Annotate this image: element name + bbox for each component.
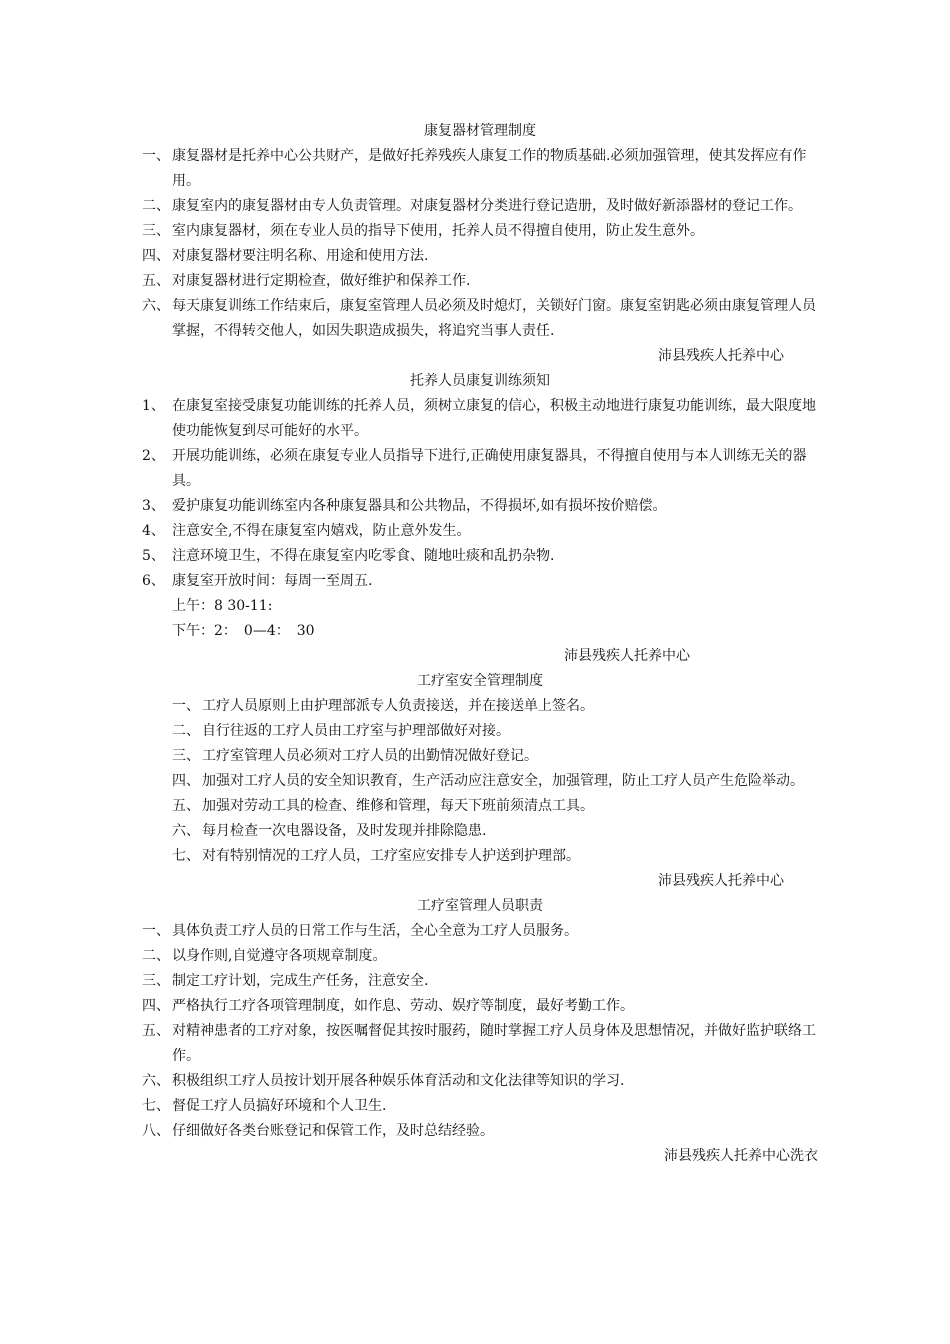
list-item: [142, 1094, 818, 1119]
item-number: 4、: [142, 523, 165, 539]
item-text: 工疗人员原则上由护理部派专人负责接送，并在接送单上签名。: [202, 698, 594, 714]
item-number: 五、: [142, 273, 170, 289]
list-item: [172, 769, 818, 794]
list-item: [142, 519, 818, 544]
signature: 沛县残疾人托养中心: [658, 873, 784, 889]
item-text: 对康复器材进行定期检查，做好维护和保养工作.: [172, 273, 471, 289]
list-item: [142, 219, 818, 244]
item-text: 积极组织工疗人员按计划开展各种娱乐体育活动和文化法律等知识的学习.: [172, 1073, 625, 1089]
list-item: [172, 719, 818, 744]
list-item: [142, 969, 818, 994]
section-title: 托养人员康复训练须知: [410, 373, 550, 389]
item-number: 一、: [142, 148, 170, 164]
document-content: [142, 119, 818, 1169]
item-text: 每天康复训练工作结束后，康复室管理人员必须及时熄灯，关锁好门窗。康复室钥匙必须由康复管理人员掌握，不得转交他人，如因失职造成损失，将追究当事人责任.: [172, 298, 816, 339]
item-text: 爱护康复功能训练室内各种康复器具和公共物品，不得损坏,如有损坏按价赔偿。: [172, 498, 667, 514]
item-text: 注意安全,不得在康复室内嬉戏，防止意外发生。: [172, 523, 471, 539]
list-item: [172, 744, 818, 769]
list-item: [142, 494, 818, 519]
list-item: [142, 1019, 818, 1069]
item-number: 六、: [142, 1073, 170, 1089]
item-number: 六、: [142, 298, 170, 314]
list-item: [172, 794, 818, 819]
item-text: 自行往返的工疗人员由工疗室与护理部做好对接。: [202, 723, 510, 739]
item-text: 康复器材是托养中心公共财产，是做好托养残疾人康复工作的物质基础.必须加强管理，使其发挥应有作用。: [172, 148, 807, 189]
item-text: 开展功能训练，必须在康复专业人员指导下进行,正确使用康复器具，不得擅自使用与本人训练无关的器具。: [172, 448, 807, 489]
list-item: [142, 919, 818, 944]
signature: 沛县残疾人托养中心洗衣: [664, 1148, 818, 1164]
item-number: 一、: [142, 923, 170, 939]
hours-morning: 上午：8 30-11:: [172, 598, 273, 614]
item-text: 加强对工疗人员的安全知识教育，生产活动应注意安全，加强管理，防止工疗人员产生危险举动。: [202, 773, 804, 789]
list-item: [142, 1119, 818, 1144]
list-item: [142, 444, 818, 494]
item-number: 五、: [172, 798, 200, 814]
item-number: 七、: [172, 848, 200, 864]
list-item: [142, 144, 818, 194]
section-title: 工疗室安全管理制度: [417, 673, 543, 689]
item-number: 三、: [172, 748, 200, 764]
list-item: [142, 944, 818, 969]
item-text: 室内康复器材，须在专业人员的指导下使用，托养人员不得擅自使用，防止发生意外。: [172, 223, 704, 239]
item-text: 每月检查一次电器设备，及时发现并排除隐患.: [202, 823, 487, 839]
item-number: 七、: [142, 1098, 170, 1114]
signature: 沛县残疾人托养中心: [658, 348, 784, 364]
item-number: 八、: [142, 1123, 170, 1139]
item-number: 二、: [142, 198, 170, 214]
item-number: 四、: [172, 773, 200, 789]
item-number: 四、: [142, 248, 170, 264]
item-number: 5、: [142, 548, 165, 564]
item-number: 三、: [142, 973, 170, 989]
item-text: 督促工疗人员搞好环境和个人卫生.: [172, 1098, 387, 1114]
section-title: 康复器材管理制度: [424, 123, 536, 139]
hours-afternoon: 下午：2： 0—4： 30: [172, 623, 315, 639]
item-number: 6、: [142, 573, 165, 589]
item-number: 2、: [142, 448, 165, 464]
list-item: [142, 544, 818, 569]
item-text: 康复室开放时间：每周一至周五.: [172, 573, 373, 589]
list-item: [142, 994, 818, 1019]
list-item: [142, 1069, 818, 1094]
item-number: 一、: [172, 698, 200, 714]
item-text: 加强对劳动工具的检查、维修和管理，每天下班前须清点工具。: [202, 798, 594, 814]
list-item: [142, 394, 818, 444]
item-number: 四、: [142, 998, 170, 1014]
item-text: 注意环境卫生，不得在康复室内吃零食、随地吐痰和乱扔杂物.: [172, 548, 555, 564]
item-number: 五、: [142, 1023, 170, 1039]
signature: 沛县残疾人托养中心: [564, 648, 690, 664]
item-text: 工疗室管理人员必须对工疗人员的出勤情况做好登记。: [202, 748, 538, 764]
item-number: 二、: [142, 948, 170, 964]
section-title: 工疗室管理人员职责: [417, 898, 543, 914]
list-item: [142, 244, 818, 269]
item-text: 康复室内的康复器材由专人负责管理。对康复器材分类进行登记造册，及时做好新添器材的登记工作。: [172, 198, 802, 214]
list-item: [172, 694, 818, 719]
item-text: 仔细做好各类台账登记和保管工作，及时总结经验。: [172, 1123, 494, 1139]
item-text: 对康复器材要注明名称、用途和使用方法.: [172, 248, 429, 264]
item-text: 制定工疗计划，完成生产任务，注意安全.: [172, 973, 429, 989]
list-item: [142, 569, 818, 594]
item-text: 具体负责工疗人员的日常工作与生活，全心全意为工疗人员服务。: [172, 923, 578, 939]
list-item: [142, 194, 818, 219]
item-number: 三、: [142, 223, 170, 239]
list-item: [172, 819, 818, 844]
item-text: 严格执行工疗各项管理制度，如作息、劳动、娱疗等制度，最好考勤工作。: [172, 998, 634, 1014]
item-text: 对精神患者的工疗对象，按医嘱督促其按时服药，随时掌握工疗人员身体及思想情况，并做好监护联络工作。: [172, 1023, 816, 1064]
item-number: 1、: [142, 398, 165, 414]
item-number: 3、: [142, 498, 165, 514]
item-text: 在康复室接受康复功能训练的托养人员，须树立康复的信心，积极主动地进行康复功能训练，最大限度地使功能恢复到尽可能好的水平。: [172, 398, 816, 439]
list-item: [142, 269, 818, 294]
item-number: 二、: [172, 723, 200, 739]
list-item: [172, 844, 818, 869]
list-item: [142, 294, 818, 344]
item-number: 六、: [172, 823, 200, 839]
item-text: 以身作则,自觉遵守各项规章制度。: [172, 948, 387, 964]
item-text: 对有特别情况的工疗人员，工疗室应安排专人护送到护理部。: [202, 848, 580, 864]
